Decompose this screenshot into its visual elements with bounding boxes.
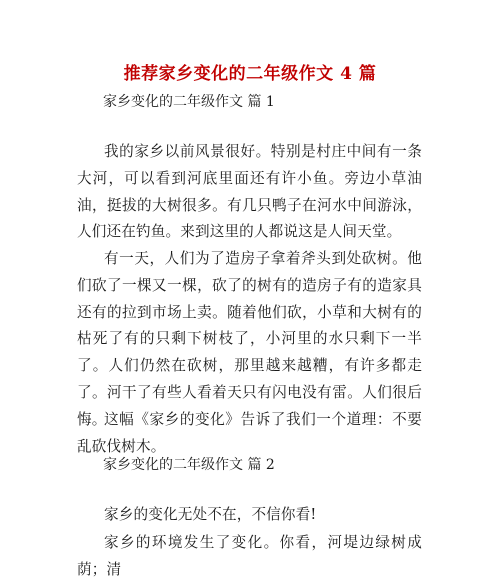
paragraph: 家乡的变化无处不在，不信你看!: [104, 506, 317, 523]
paragraph: 家乡的环境发生了变化。你看，河堤边绿树成荫；清: [77, 534, 422, 578]
document-title: 推荐家乡变化的二年级作文 4 篇: [123, 64, 377, 84]
section-heading-2: 家乡变化的二年级作文 篇 2: [103, 457, 275, 473]
paragraph: 有一天，人们为了造房子拿着斧头到处砍树。他们砍了一棵又一棵，砍了的树有的造房子有的造家具还有的拉到市场上卖。随着他们砍，小草和大树有的枯死了有的只剩下树枝了，小河里的水只剩下一半了。人们仍然在砍树，那里越来越糟，有许多都走了。河干了有些人看着天只有闪电没有雷。人们很后悔。: [77, 250, 422, 428]
paragraph: 这幅《家乡的变化》告诉了我们一个道理：不要乱砍伐树木。: [77, 411, 422, 455]
paragraph: 我的家乡以前风景很好。特别是村庄中间有一条大河，可以看到河底里面还有许小鱼。旁边小草油油，挺拔的大树很多。有几只鸭子在河水中间游泳，人们还在钓鱼。来到这里的人都说这是人间天堂。: [77, 143, 422, 241]
section-heading-1: 家乡变化的二年级作文 篇 1: [103, 94, 275, 110]
